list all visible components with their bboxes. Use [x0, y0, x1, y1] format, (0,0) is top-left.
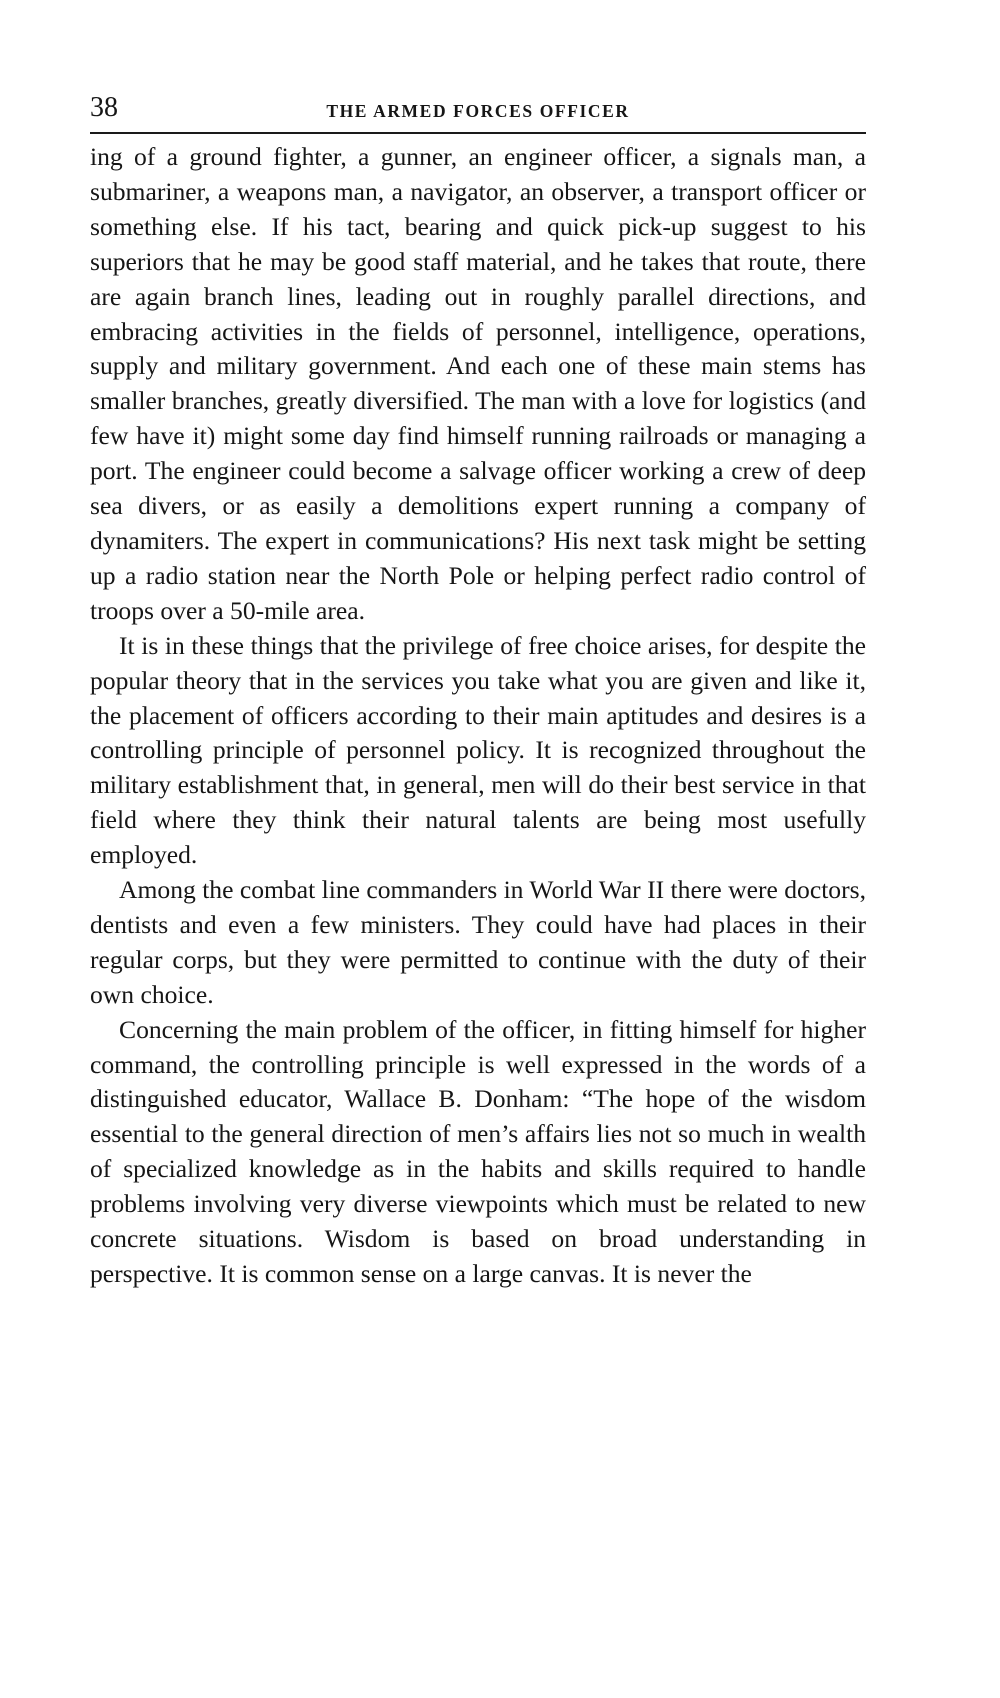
body-text	[90, 140, 866, 1292]
paragraph: Among the combat line commanders in World War II there were doctors, dentists and even a few ministers. They could have had places in their regular corps, but they were permitted to continue with the duty of their own choice.	[90, 875, 866, 1009]
book-page	[90, 88, 866, 1292]
paragraph: Concerning the main problem of the officer, in fitting himself for higher command, the controlling principle is well expressed in the words of a distinguished educator, Wallace B. Donham: “The hope of the wisdom essential to the general direction of men’s affairs lies not so much in wealth of specialized knowledge as in the habits and skills required to handle problems involving very diverse viewpoints which must be related to new concrete situations. Wisdom is based on broad understanding in perspective. It is common sense on a large canvas. It is never the	[90, 1014, 866, 1288]
page-header	[90, 88, 866, 134]
paragraph: It is in these things that the privilege of free choice arises, for despite the popular theory that in the services you take what you are given and like it, the placement of officers according to their main aptitudes and desires is a controlling principle of personnel policy. It is recognized throughout the military establishment that, in general, men will do their best service in that field where they think their natural talents are being most usefully employed.	[90, 630, 866, 870]
paragraph: ing of a ground fighter, a gunner, an engineer officer, a signals man, a submariner, a weapons man, a navigator, an observer, a transport officer or something else. If his tact, bearing and quick pick-up suggest to his superiors that he may be good staff material, and he takes that route, there are again branch lines, leading out in roughly parallel directions, and embracing activities in the fields of personnel, intelligence, operations, supply and military government. And each one of these main stems has smaller branches, greatly diversified. The man with a love for logistics (and few have it) might some day find himself running railroads or managing a port. The engineer could become a salvage officer working a crew of deep sea divers, or as easily a demolitions expert running a company of dynamiters. The expert in communications? His next task might be setting up a radio station near the North Pole or helping perfect radio control of troops over a 50-mile area.	[90, 142, 866, 625]
page-number: 38	[90, 92, 118, 123]
running-head: THE ARMED FORCES OFFICER	[326, 101, 630, 121]
